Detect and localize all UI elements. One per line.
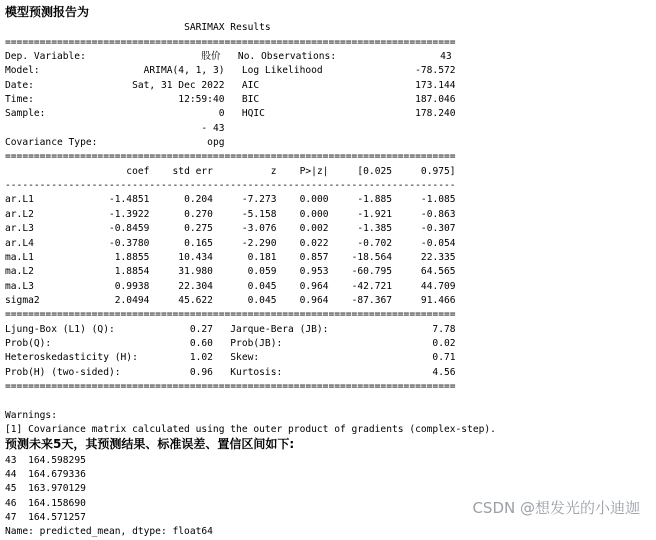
summary-value: ARIMA(4, 1, 3): [120, 65, 225, 77]
diag-value: 1.02: [178, 352, 213, 364]
summary-value: Sat, 31 Dec 2022: [120, 79, 225, 91]
forecast-value: 164.158690: [28, 497, 86, 509]
summary-key: Log Likelihood: [241, 65, 364, 77]
coef-cell: 10.434: [149, 251, 213, 263]
summary-key: Dep. Variable:: [5, 51, 121, 63]
summary-key: Sample:: [5, 108, 121, 120]
coef-cell: -1.085: [392, 194, 456, 206]
coef-table-header: [5, 166, 456, 177]
summary-key: No. Observations:: [237, 51, 360, 63]
coef-param-name: ar.L1: [5, 194, 52, 206]
rule-double: ==============================================================================: [5, 36, 456, 48]
coef-header-cell: 0.975]: [392, 165, 456, 177]
summary-key: Time:: [5, 94, 121, 106]
results-title: SARIMAX Results: [184, 22, 271, 34]
coef-cell: 0.270: [149, 208, 213, 220]
summary-key: [5, 123, 121, 134]
coef-cell: 1.8855: [51, 251, 150, 263]
coef-cell: 0.275: [149, 223, 213, 235]
diag-value: 4.56: [374, 366, 456, 378]
summary-value: 178.240: [363, 108, 456, 120]
summary-value: 0: [120, 108, 225, 120]
forecast-index: 47: [5, 512, 29, 524]
coef-cell: 0.000: [276, 194, 329, 206]
rule-double: ==============================================================================: [5, 151, 456, 163]
coef-cell: -0.3780: [51, 237, 150, 249]
summary-key: AIC: [241, 79, 364, 91]
coef-cell: -0.054: [392, 237, 456, 249]
summary-value: 187.046: [363, 94, 456, 106]
diagnostics-table: [5, 324, 456, 378]
summary-value: [363, 123, 455, 134]
coef-param-name: ar.L4: [5, 237, 52, 249]
summary-value: -78.572: [363, 65, 456, 77]
forecast-index: 44: [5, 469, 29, 480]
coef-param-name: ar.L2: [5, 208, 52, 220]
diag-key: Prob(H) (two-sided):: [5, 366, 179, 378]
forecast-intro: 预测未来5天，其预测结果、标准误差、置信区间如下:: [5, 437, 295, 452]
coef-cell: 0.857: [276, 251, 329, 263]
coef-cell: 0.9938: [51, 280, 150, 292]
summary-value: 股价: [120, 51, 221, 63]
coef-cell: -7.273: [212, 194, 277, 206]
coef-cell: -1.4851: [51, 194, 150, 206]
coef-cell: 0.181: [212, 251, 277, 263]
diag-key: Heteroskedasticity (H):: [5, 352, 179, 364]
diag-key: Prob(JB):: [230, 337, 375, 349]
summary-key: HQIC: [241, 108, 364, 120]
coef-cell: 0.022: [276, 237, 329, 249]
coef-cell: -0.702: [328, 237, 393, 249]
summary-table: [5, 51, 456, 148]
forecast-value: 164.571257: [28, 512, 86, 524]
forecast-value: 164.679336: [28, 469, 86, 480]
summary-value: - 43: [120, 122, 225, 134]
coef-cell: -3.076: [212, 223, 277, 235]
watermark: CSDN @想发光的小迪迦: [472, 499, 640, 517]
coef-cell: 0.964: [276, 280, 329, 292]
diag-key: Prob(Q):: [5, 337, 179, 349]
coef-header-cell: P>|z|: [276, 165, 329, 177]
diag-value: 0.02: [374, 337, 456, 349]
coef-param-name: ma.L3: [5, 280, 52, 292]
coef-cell: -87.367: [328, 294, 393, 306]
forecast-value: 164.598295: [28, 454, 86, 466]
coef-cell: 0.045: [212, 294, 277, 306]
diag-value: 0.71: [374, 352, 456, 364]
diag-value: 0.27: [178, 323, 213, 335]
summary-key: [242, 123, 363, 134]
coef-cell: 0.002: [276, 223, 329, 235]
coef-cell: 64.565: [392, 266, 456, 278]
coef-cell: 0.000: [276, 208, 329, 220]
forecast-index: 45: [5, 483, 29, 495]
warning-line: [1] Covariance matrix calculated using the outer product of gradients (complex-step).: [5, 423, 496, 435]
coef-cell: 22.304: [149, 280, 213, 292]
coef-table: [5, 194, 456, 305]
coef-cell: 2.0494: [51, 294, 150, 306]
coef-cell: -1.3922: [51, 208, 150, 220]
rule-double: ==============================================================================: [5, 380, 456, 392]
coef-cell: -0.8459: [51, 223, 150, 235]
coef-cell: -5.158: [212, 208, 277, 220]
coef-cell: 44.709: [392, 280, 456, 292]
warnings-title: Warnings:: [5, 409, 57, 421]
coef-cell: -1.921: [328, 208, 393, 220]
forecast-index: 43: [5, 454, 29, 466]
diag-key: Skew:: [230, 352, 375, 364]
coef-cell: 31.980: [149, 266, 213, 278]
coef-cell: -60.795: [328, 266, 393, 278]
coef-cell: 0.165: [149, 237, 213, 249]
coef-header-cell: z: [212, 165, 277, 177]
coef-param-name: ar.L3: [5, 223, 52, 235]
summary-value: 12:59:40: [120, 94, 225, 106]
coef-param-name: ma.L2: [5, 266, 52, 278]
diag-key: Kurtosis:: [230, 366, 375, 378]
coef-cell: -1.385: [328, 223, 393, 235]
diag-value: 0.96: [178, 366, 213, 378]
coef-cell: -18.564: [328, 251, 393, 263]
forecast-table: [5, 455, 86, 523]
intro-line: 模型预测报告为: [5, 5, 90, 19]
coef-cell: -42.721: [328, 280, 393, 292]
coef-cell: -1.885: [328, 194, 393, 206]
summary-value: [363, 137, 455, 148]
coef-cell: -2.290: [212, 237, 277, 249]
summary-value: 43: [359, 51, 452, 63]
coef-param-name: sigma2: [5, 294, 52, 306]
coef-cell: 1.8854: [51, 266, 150, 278]
coef-cell: 22.335: [392, 251, 456, 263]
rule-dashed: ------------------------------------------------------------------------------: [5, 180, 456, 192]
forecast-value: 163.970129: [28, 483, 86, 495]
coef-cell: 0.059: [212, 266, 277, 278]
coef-header-cell: std err: [149, 165, 213, 177]
coef-header-cell: [0.025: [328, 165, 393, 177]
diag-value: 7.78: [374, 323, 456, 335]
forecast-footer: Name: predicted_mean, dtype: float64: [5, 526, 213, 538]
results-title-line: [5, 22, 271, 33]
diag-key: Ljung-Box (L1) (Q):: [5, 323, 179, 335]
coef-param-name: ma.L1: [5, 251, 52, 263]
summary-key: Model:: [5, 65, 121, 77]
summary-value: opg: [120, 137, 225, 149]
summary-value: 173.144: [363, 79, 456, 91]
diag-value: 0.60: [178, 337, 213, 349]
coef-cell: 0.964: [276, 294, 329, 306]
diag-key: Jarque-Bera (JB):: [230, 323, 375, 335]
forecast-index: 46: [5, 497, 29, 509]
summary-key: [242, 137, 363, 148]
summary-key: Date:: [5, 79, 121, 91]
coef-cell: -0.863: [392, 208, 456, 220]
summary-key: BIC: [241, 94, 364, 106]
summary-key: Covariance Type:: [5, 137, 121, 149]
coef-cell: 91.466: [392, 294, 456, 306]
coef-cell: -0.307: [392, 223, 456, 235]
rule-double: ==============================================================================: [5, 309, 456, 321]
coef-cell: 45.622: [149, 294, 213, 306]
coef-cell: 0.204: [149, 194, 213, 206]
coef-cell: 0.045: [212, 280, 277, 292]
coef-header-cell: coef: [51, 165, 150, 177]
coef-cell: 0.953: [276, 266, 329, 278]
